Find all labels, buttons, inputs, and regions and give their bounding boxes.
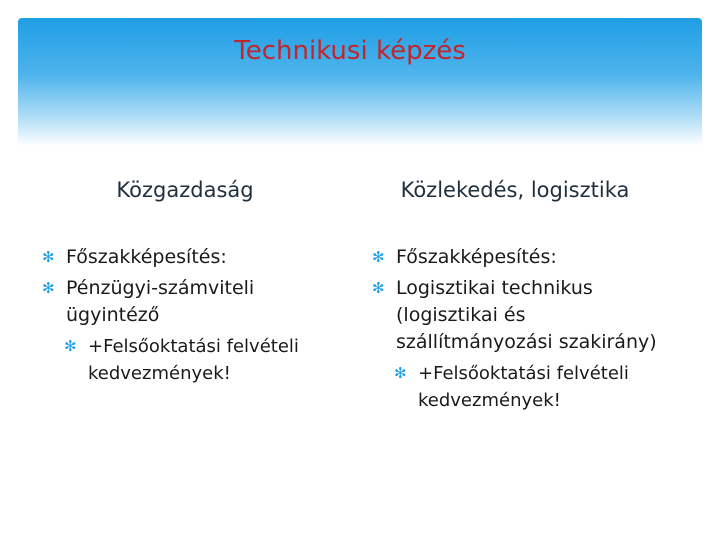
sub-list-item-text: +Felsőoktatási felvételi kedvezmények! — [418, 363, 629, 411]
asterisk-bullet-icon: ✻ — [394, 364, 407, 382]
list-item — [40, 275, 340, 329]
list-item-text: Főszakképesítés: — [396, 246, 557, 268]
asterisk-bullet-icon: ✻ — [42, 279, 55, 297]
list-item — [370, 244, 680, 271]
list-item — [370, 275, 680, 356]
column-heading-kozgazdasag: Közgazdaság — [116, 178, 254, 202]
asterisk-bullet-icon: ✻ — [42, 248, 55, 266]
slide-title: Technikusi képzés — [234, 36, 466, 66]
column-list-logisztika — [370, 244, 680, 414]
list-item-text: Logisztikai technikus (logisztikai és szállítmányozási szakirány) — [396, 277, 657, 353]
sub-list-item-text: +Felsőoktatási felvételi kedvezmények! — [88, 336, 299, 384]
asterisk-bullet-icon: ✻ — [372, 279, 385, 297]
list-item-text: Pénzügyi-számviteli ügyintéző — [66, 277, 255, 326]
asterisk-bullet-icon: ✻ — [64, 337, 77, 355]
list-item — [40, 244, 340, 271]
asterisk-bullet-icon: ✻ — [372, 248, 385, 266]
sub-list-item — [40, 333, 340, 387]
sub-list-item — [370, 360, 680, 414]
column-list-kozgazdasag — [40, 244, 340, 387]
column-heading-logisztika: Közlekedés, logisztika — [400, 178, 630, 202]
list-item-text: Főszakképesítés: — [66, 246, 227, 268]
